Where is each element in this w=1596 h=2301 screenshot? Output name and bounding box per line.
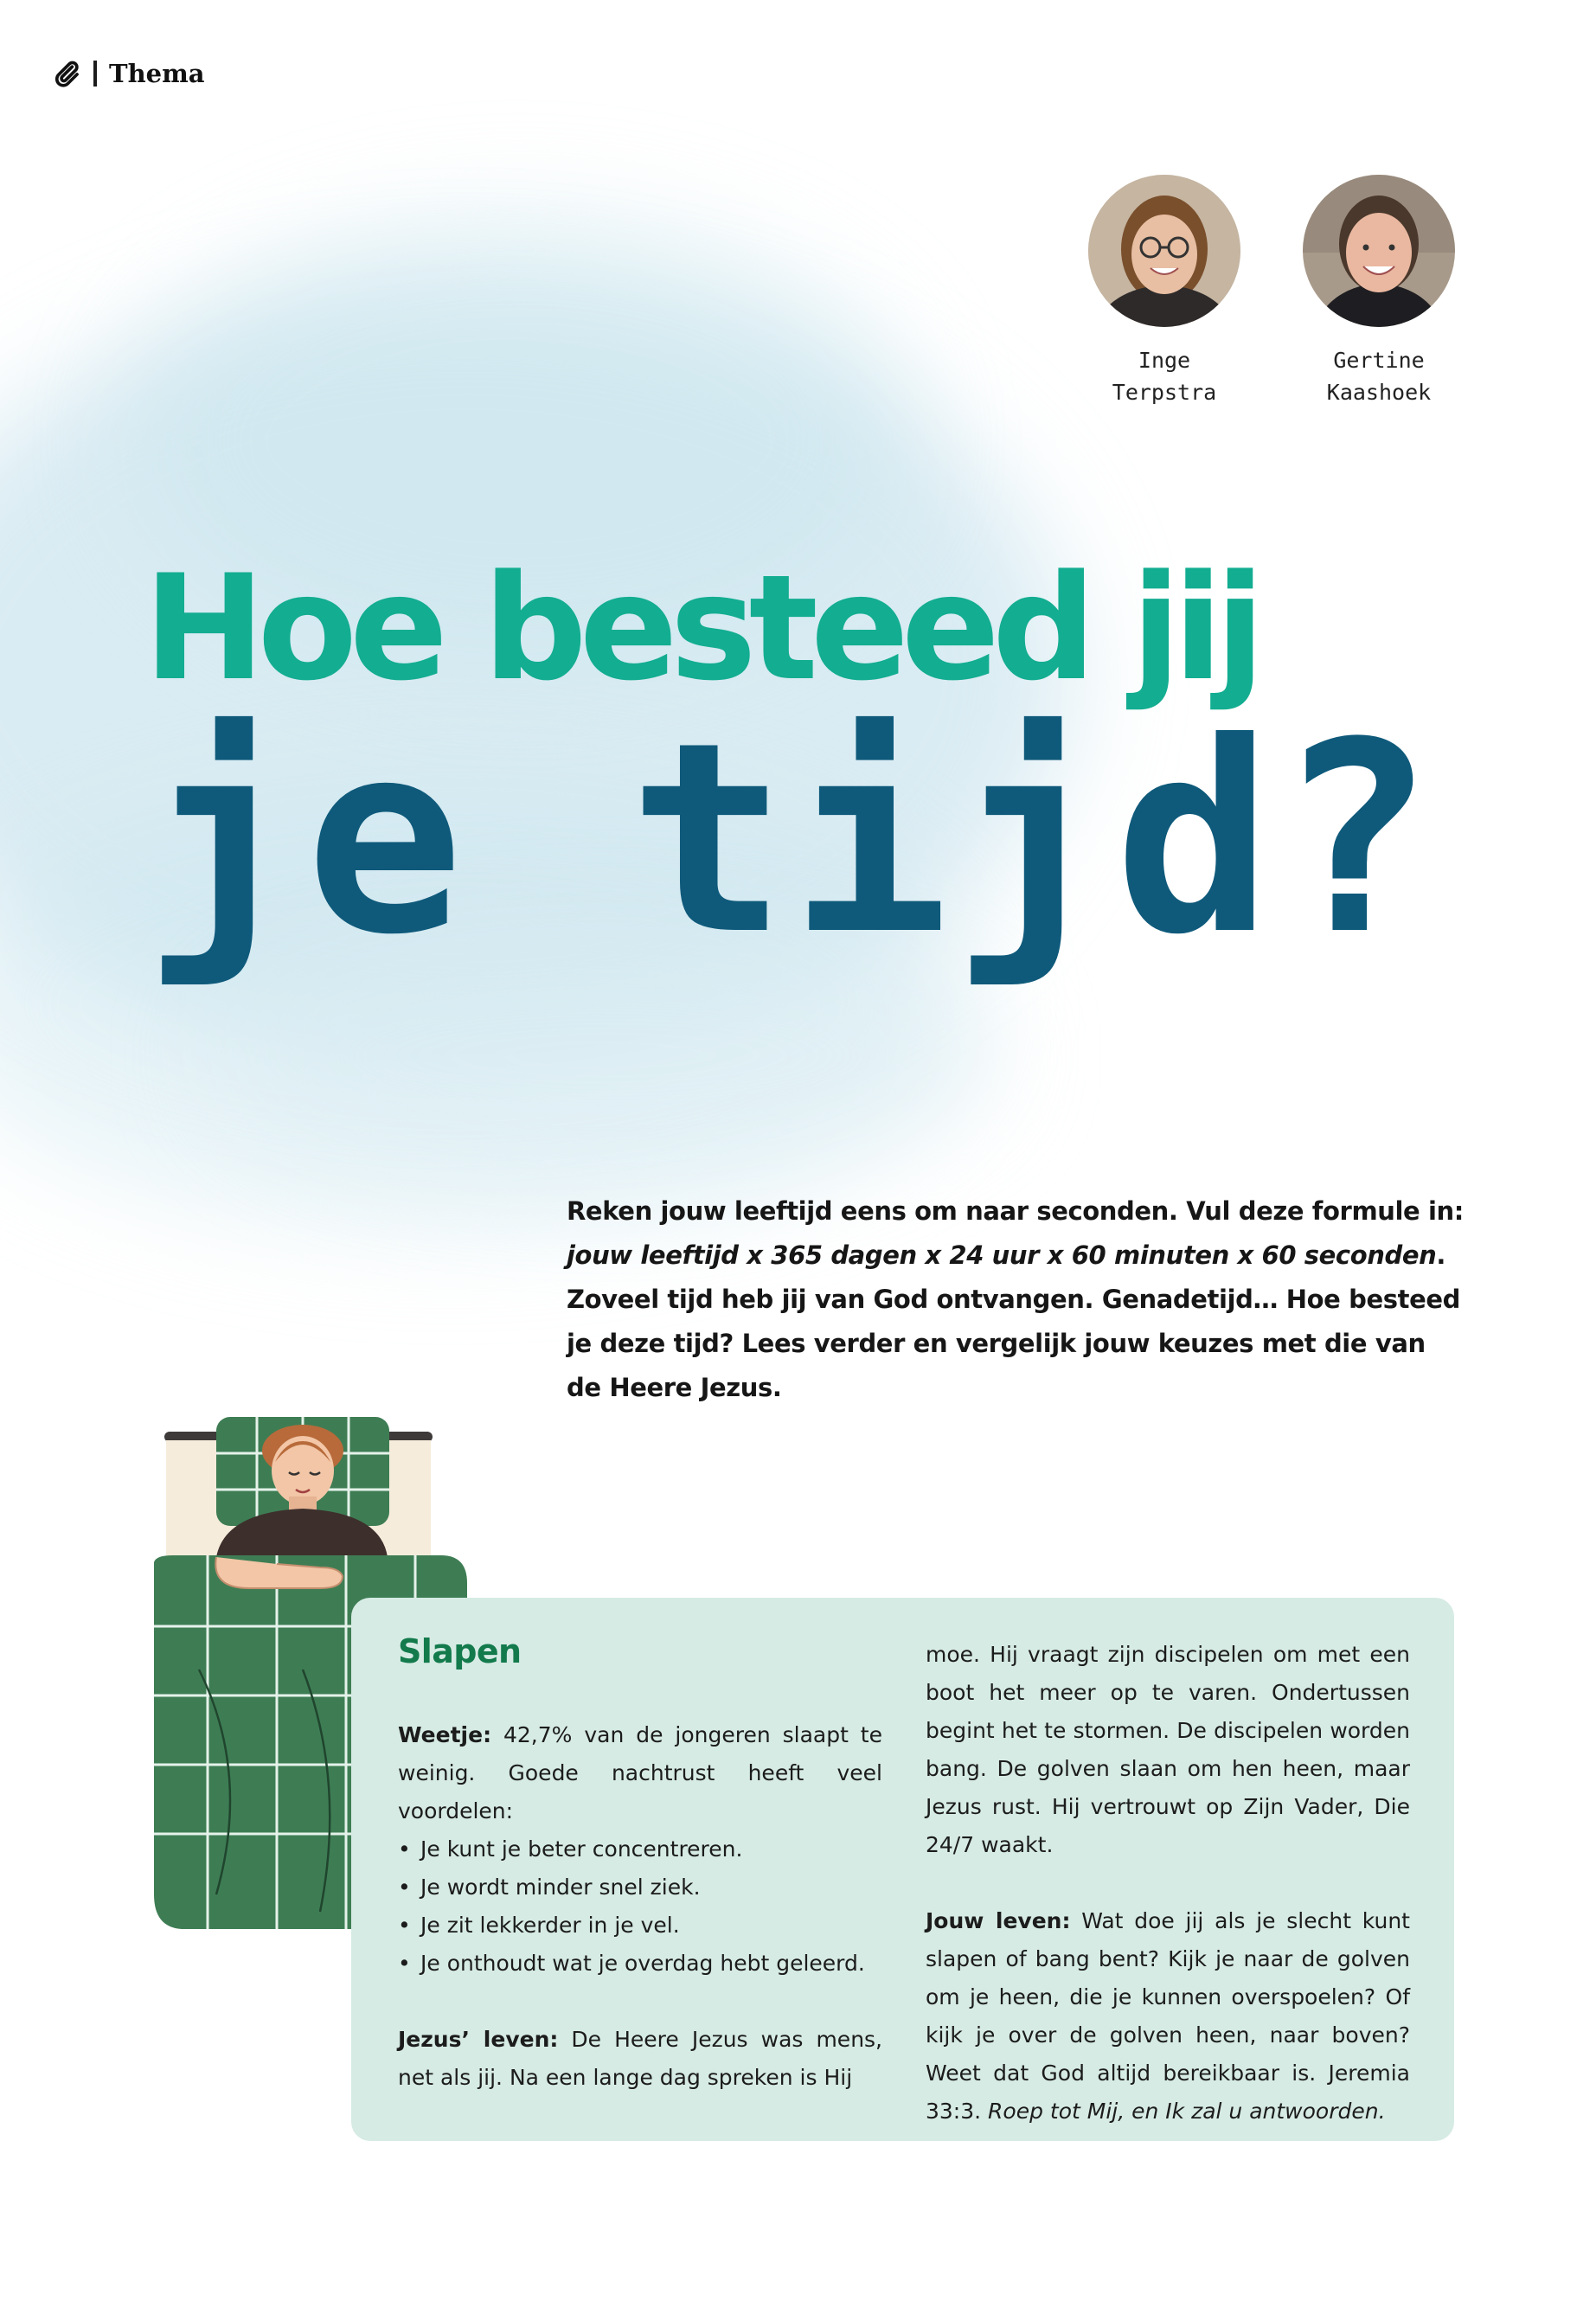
list-item: • Je wordt minder snel ziek. — [398, 1868, 882, 1907]
card-column-right — [926, 1636, 1410, 2131]
jouw-leven-label: Jouw leven: — [926, 1908, 1071, 1933]
author-photo — [1088, 175, 1240, 327]
author-photo — [1303, 175, 1455, 327]
author-name: Inge Terpstra — [1112, 348, 1217, 405]
paperclip-icon — [52, 59, 81, 88]
jezus-leven-continued: moe. Hij vraagt zijn discipelen om met een boot het meer op te varen. Ondertussen begint het te stormen. De discipelen worden bang. De golven slaan om hen heen, maar Jezus rust. Hij vertrouwt op Zijn Vader, Die 24/7 waakt. — [926, 1642, 1410, 1857]
divider — [93, 61, 97, 87]
list-item: • Je zit lekkerder in je vel. — [398, 1907, 882, 1945]
author-inge — [1078, 175, 1251, 408]
jezus-leven-label: Jezus’ leven: — [398, 2027, 559, 2052]
jezus-leven-paragraph: Jezus’ leven: De Heere Jezus was mens, net als jij. Na een lange dag spreken is Hij — [398, 2027, 883, 2090]
list-item: • Je kunt je beter concentreren. — [398, 1830, 882, 1868]
section-tag — [52, 59, 205, 88]
intro-paragraph — [567, 1189, 1466, 1410]
card-column-left — [398, 1632, 882, 2097]
title-line-1: Hoe besteed jij — [144, 543, 1258, 713]
jouw-leven-paragraph: Jouw leven: Wat doe jij als je slecht kunt slapen of bang bent? Kijk je naar de golven om je heen, die je kunnen overspoelen? Of kijk je over de golven heen, naar boven? Weet dat God altijd bereikbaar is. Jeremia 33:3. Roep tot Mij, en Ik zal u antwoorden. — [926, 1908, 1410, 2124]
card-heading: Slapen — [398, 1632, 522, 1670]
author-name: Gertine Kaashoek — [1326, 348, 1432, 405]
intro-text: . Zoveel tijd heb jij van God ontvangen. Genadetijd… Hoe besteed je deze tijd? Lees verder en vergelijk jouw keuzes met die van de Heere Jezus. — [567, 1240, 1460, 1402]
author-gertine — [1292, 175, 1465, 408]
weetje-label: Weetje: — [398, 1722, 492, 1747]
title-line-2: je tijd? — [144, 686, 1439, 992]
list-item: • Je onthoudt wat je overdag hebt geleerd. — [398, 1945, 882, 1983]
bible-quote: Roep tot Mij, en Ik zal u antwoorden. — [988, 2099, 1386, 2124]
section-label: Thema — [109, 59, 205, 88]
intro-formula: jouw leeftijd x 365 dagen x 24 uur x 60 minuten x 60 seconden — [567, 1240, 1437, 1270]
intro-text: Reken jouw leeftijd eens om naar seconden. Vul deze formule in: — [567, 1196, 1464, 1226]
weetje-paragraph: Weetje: 42,7% van de jongeren slaapt te weinig. Goede nachtrust heeft veel voordelen: — [398, 1722, 882, 1823]
benefits-list — [398, 1830, 882, 1983]
topic-card-slapen — [351, 1598, 1454, 2141]
